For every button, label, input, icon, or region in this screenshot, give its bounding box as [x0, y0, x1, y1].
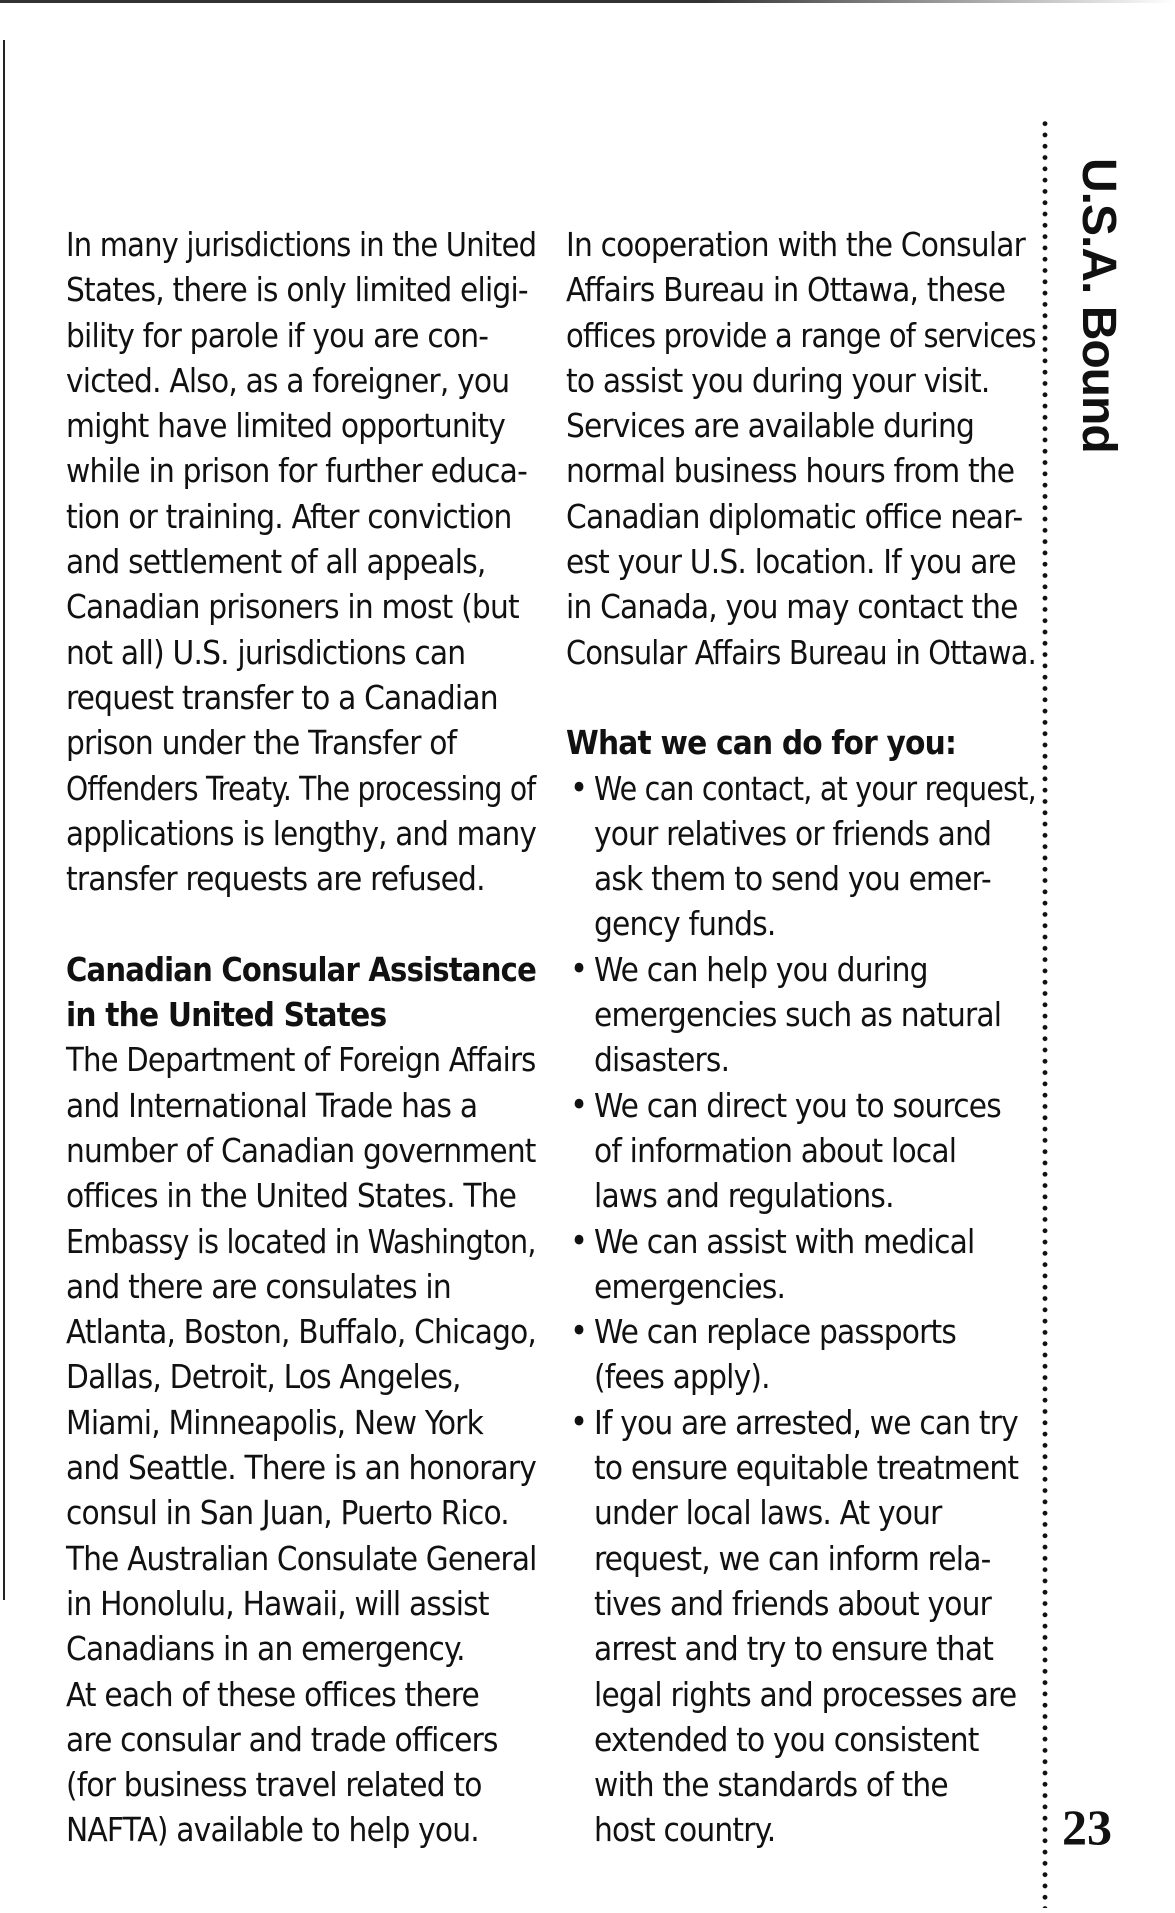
heading-line: in the United States	[66, 995, 387, 1035]
services-paragraph	[566, 222, 1036, 675]
text-line: Offenders Treaty. The processing of	[66, 768, 536, 808]
text-line: Canadian diplomatic office near-	[566, 496, 1023, 536]
text-line: prison under the Transfer of	[66, 723, 457, 763]
text-line: At each of these offices there	[66, 1674, 479, 1714]
text-line: The Department of Foreign Affairs	[66, 1040, 536, 1080]
text-line: gency funds.	[594, 904, 776, 944]
services-list	[566, 766, 1036, 1853]
text-line: • We can help you during	[594, 949, 928, 989]
text-line: Dallas, Detroit, Los Angeles,	[66, 1357, 461, 1397]
left-column	[66, 222, 536, 1853]
text-line: Canadians in an emergency.	[66, 1629, 465, 1669]
text-line: in Honolulu, Hawaii, will assist	[66, 1583, 489, 1623]
text-line: disasters.	[594, 1040, 730, 1080]
text-line: Canadian prisoners in most (but	[66, 587, 519, 627]
text-line: arrest and try to ensure that	[594, 1629, 994, 1669]
parole-paragraph	[66, 222, 536, 901]
list-item	[566, 1400, 1036, 1853]
text-line: The Australian Consulate General	[66, 1538, 537, 1578]
text-line: • We can assist with medical	[594, 1221, 975, 1261]
list-item	[566, 1219, 1036, 1310]
text-line: In cooperation with the Consular	[566, 225, 1026, 264]
text-line: offices in the United States. The	[66, 1176, 517, 1216]
text-line: tion or training. After conviction	[66, 496, 512, 536]
text-line: States, there is only limited eligi-	[66, 270, 528, 310]
text-line: victed. Also, as a foreigner, you	[66, 360, 510, 400]
page-number: 23	[1062, 1799, 1112, 1855]
text-line: Consular Affairs Bureau in Ottawa.	[566, 632, 1036, 672]
text-line: legal rights and processes are	[594, 1674, 1017, 1714]
text-line: • If you are arrested, we can try	[594, 1402, 1018, 1442]
text-line: Affairs Bureau in Ottawa, these	[566, 270, 1006, 310]
text-line: with the standards of the	[594, 1765, 948, 1805]
text-line: ask them to send you emer-	[594, 859, 991, 899]
text-line: to assist you during your visit.	[566, 360, 990, 400]
text-line: laws and regulations.	[594, 1176, 894, 1216]
text-line: request transfer to a Canadian	[66, 677, 498, 717]
list-item	[566, 766, 1036, 947]
text-line: In many jurisdictions in the United	[66, 225, 537, 264]
text-line: Miami, Minneapolis, New York	[66, 1402, 483, 1442]
text-line: extended to you consistent	[594, 1719, 979, 1759]
text-line: • We can direct you to sources	[594, 1085, 1001, 1125]
text-line: Services are available during	[566, 406, 975, 446]
scan-edge-left	[3, 40, 5, 1600]
heading-line: What we can do for you:	[566, 723, 957, 763]
text-line: might have limited opportunity	[66, 406, 505, 446]
text-line: consul in San Juan, Puerto Rico.	[66, 1493, 509, 1533]
text-line: and International Trade has a	[66, 1085, 478, 1125]
text-line: emergencies such as natural	[594, 995, 1002, 1035]
text-line: host country.	[594, 1810, 776, 1850]
text-line: not all) U.S. jurisdictions can	[66, 632, 466, 672]
text-line: are consular and trade officers	[66, 1719, 498, 1759]
text-line: in Canada, you may contact the	[566, 587, 1018, 627]
text-line: and there are consulates in	[66, 1266, 451, 1306]
list-heading	[566, 720, 1036, 765]
text-line: and settlement of all appeals,	[66, 542, 486, 582]
text-line: (for business travel related to	[66, 1765, 482, 1805]
text-line: normal business hours from the	[566, 451, 1015, 491]
heading-line: Canadian Consular Assistance	[66, 949, 537, 989]
list-item	[566, 947, 1036, 1083]
text-line: transfer requests are refused.	[66, 859, 485, 899]
section-heading	[66, 947, 536, 1038]
text-line: Atlanta, Boston, Buffalo, Chicago,	[66, 1312, 536, 1352]
text-line: offices provide a range of services	[566, 315, 1036, 355]
text-line: • We can replace passports	[594, 1312, 957, 1352]
list-item	[566, 1309, 1036, 1400]
right-column	[566, 222, 1036, 1853]
text-line: of information about local	[594, 1130, 957, 1170]
text-line: number of Canadian government	[66, 1130, 536, 1170]
text-line: to ensure equitable treatment	[594, 1448, 1019, 1488]
text-line: while in prison for further educa-	[66, 451, 527, 491]
text-line: Embassy is located in Washington,	[66, 1221, 536, 1261]
text-line: request, we can inform rela-	[594, 1538, 991, 1578]
paragraph-gap	[566, 675, 1036, 720]
text-line: • We can contact, at your request,	[594, 768, 1036, 808]
consular-offices-paragraph	[66, 1037, 536, 1852]
text-line: under local laws. At your	[594, 1493, 942, 1533]
text-line: bility for parole if you are con-	[66, 315, 489, 355]
text-line: applications is lengthy, and many	[66, 813, 537, 853]
text-line: tives and friends about your	[594, 1583, 992, 1623]
text-line: (fees apply).	[594, 1357, 770, 1397]
paragraph-gap	[66, 901, 536, 946]
list-item	[566, 1083, 1036, 1219]
sidebar-dotted-rule	[1042, 118, 1048, 1908]
scan-edge-top	[0, 0, 1175, 3]
sidebar-title: U.S.A. Bound	[1072, 158, 1125, 453]
text-line: NAFTA) available to help you.	[66, 1810, 479, 1850]
text-line: est your U.S. location. If you are	[566, 542, 1016, 582]
text-line: and Seattle. There is an honorary	[66, 1448, 536, 1488]
text-line: your relatives or friends and	[594, 813, 992, 853]
text-line: emergencies.	[594, 1266, 786, 1306]
